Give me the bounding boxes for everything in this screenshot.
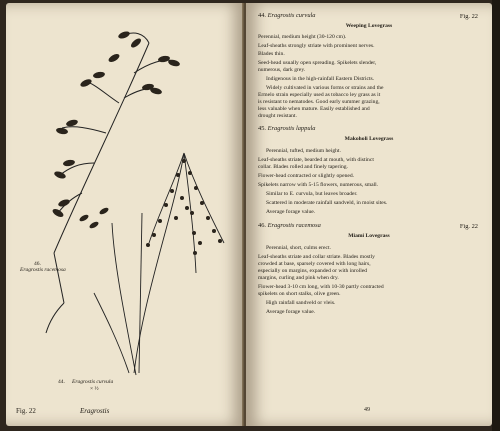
entry-45-line: Average forage value. [266,209,316,215]
page-number: 49 [364,407,370,413]
entry-45-line: Perennial, tufted, medium height. [266,148,341,154]
entry-45-common: Makoholi Lovegrass [344,136,394,142]
entry-46-latin: Eragrostis racemosa [267,222,321,229]
entry-46-common: Miami Lovegrass [348,233,390,239]
caption-44-scale: × ½ [90,386,99,392]
entry-45-heading [258,126,480,133]
entry-44-fig: Fig. 22 [459,13,478,20]
entry-46-line: spikelets on short stalks, olive green. [258,291,341,297]
entry-44-line: Ermelo strain especially used as tobacco ley grass as it [258,92,381,98]
entry-44-line: drought resistant. [258,113,297,119]
entry-44-line: Blades thin. [258,51,285,57]
entry-45-line: Similar to E. curvula, but leaves broader. [266,191,358,197]
entry-46-line: especially on margins, expanded or with inrolled [258,268,368,274]
entry-45-line: Scattered in moderate rainfall sandveld, in moist sites. [266,200,388,206]
right-page [246,3,492,426]
entry-44-latin: Eragrostis curvula [267,12,316,19]
entry-44-line: Leaf-sheaths strongly striate with prominent nerves. [258,43,375,49]
entry-44-line: is resistant to nematodes. Good early summer grazing, [258,99,380,105]
left-page [6,3,244,426]
footer-title: Eragrostis [80,407,110,415]
entry-46-line: Average forage value. [266,309,316,315]
caption-46-number: 46. [34,261,41,267]
entry-45-number: 45. [258,125,266,132]
footer-figure: Fig. 22 [16,407,36,415]
entry-46-line: Leaf-sheaths striate and collar striate. Blades mostly [258,254,375,260]
entry-45-line: Leaf-sheaths striate, bearded at mouth, with distinct [258,157,374,163]
entry-44-line: less valuable when mature. Easily established and [258,106,370,112]
entry-44-line: Widely cultivated in various forms or strains and the [266,85,384,91]
entry-46-line: crowded at base, sparsely covered with long hairs, [258,261,371,267]
entry-44-line: numerous, dark grey. [258,67,306,73]
entry-45-line: Spikelets narrow with 5-15 flowers, numerous, small. [258,182,379,188]
entry-44-number: 44. [258,12,266,19]
caption-44-number: 44. [58,379,65,385]
entry-46-number: 46. [258,222,266,229]
entry-46-fig: Fig. 22 [459,223,478,230]
entry-44-line: Seed-head usually open spreading. Spikelets slender, [258,60,377,66]
caption-46-name: Eragrostis racemosa [20,267,66,273]
entry-46-line: Flower-head 3-10 cm long, with 10-30 partly contracted [258,284,384,290]
text-column [246,3,492,426]
entry-46-line: Perennial, short, culms erect. [266,245,331,251]
entry-44-line: Perennial, medium height (30-120 cm). [258,34,347,40]
caption-44-name: Eragrostis curvula [72,379,114,385]
entry-45-line: Flower-head contracted or slightly opened. [258,173,355,179]
book-edge [492,0,500,431]
entry-44-common: Weeping Lovegrass [345,23,393,29]
entry-44-heading [258,13,480,20]
grass-illustration [24,13,244,393]
entry-46-line: margins, curling and pink when dry. [258,275,339,281]
entry-44-line: Indigenous in the high-rainfall Eastern Districts. [266,76,375,82]
entry-46-line: High rainfall sandveld or vleis. [266,300,336,306]
entry-46-heading [258,223,480,230]
entry-45-line: collar. Blades rolled and finely tapering. [258,164,348,170]
entry-45-latin: Eragrostis lappula [267,125,316,132]
